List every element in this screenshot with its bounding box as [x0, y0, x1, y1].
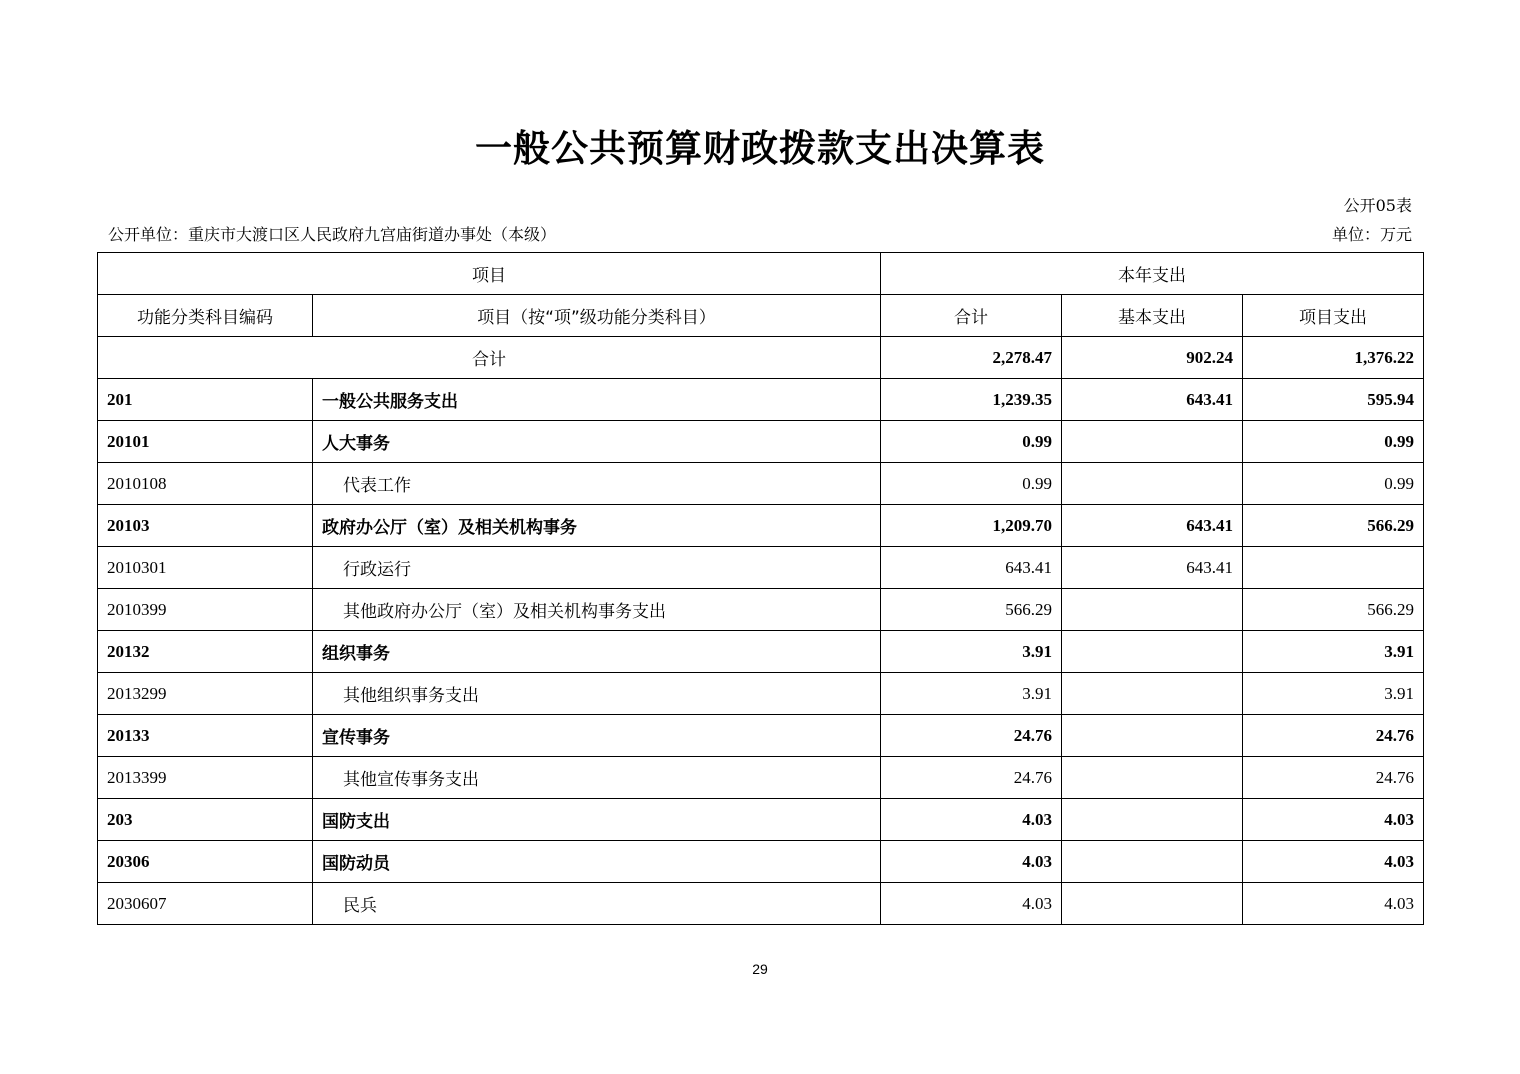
page-number: 29 — [752, 961, 768, 977]
header-row-1 — [98, 253, 1424, 295]
form-number: 公开05表 — [1343, 196, 1412, 215]
total-label: 合计 — [98, 337, 881, 379]
total-project: 1,376.22 — [1243, 337, 1424, 379]
row-total: 4.03 — [881, 841, 1062, 883]
row-name: 政府办公厅（室）及相关机构事务 — [313, 505, 881, 547]
table-row — [98, 715, 1424, 757]
total-basic: 902.24 — [1062, 337, 1243, 379]
row-total: 3.91 — [881, 631, 1062, 673]
row-basic — [1062, 463, 1243, 505]
row-basic — [1062, 673, 1243, 715]
row-basic: 643.41 — [1062, 379, 1243, 421]
row-total: 4.03 — [881, 799, 1062, 841]
row-code: 2013299 — [98, 673, 313, 715]
header-row-2 — [98, 295, 1424, 337]
row-basic: 643.41 — [1062, 547, 1243, 589]
row-name: 其他政府办公厅（室）及相关机构事务支出 — [313, 589, 881, 631]
row-total: 0.99 — [881, 463, 1062, 505]
row-basic — [1062, 631, 1243, 673]
row-name: 行政运行 — [313, 547, 881, 589]
row-code: 2030607 — [98, 883, 313, 925]
row-code: 2010301 — [98, 547, 313, 589]
row-code: 2013399 — [98, 757, 313, 799]
row-name: 国防支出 — [313, 799, 881, 841]
row-basic — [1062, 589, 1243, 631]
table-row — [98, 421, 1424, 463]
total-row — [98, 337, 1424, 379]
header-current-year: 本年支出 — [881, 253, 1424, 295]
row-project: 24.76 — [1243, 757, 1424, 799]
page-title: 一般公共预算财政拨款支出决算表 — [475, 127, 1045, 170]
row-name: 一般公共服务支出 — [313, 379, 881, 421]
row-basic — [1062, 715, 1243, 757]
table-row — [98, 505, 1424, 547]
table-row — [98, 631, 1424, 673]
row-name: 代表工作 — [313, 463, 881, 505]
table-row — [98, 673, 1424, 715]
reporting-unit: 公开单位：重庆市大渡口区人民政府九宫庙街道办事处（本级） — [108, 225, 557, 244]
table-row — [98, 547, 1424, 589]
row-basic — [1062, 841, 1243, 883]
row-basic — [1062, 421, 1243, 463]
row-total: 566.29 — [881, 589, 1062, 631]
row-project: 566.29 — [1243, 589, 1424, 631]
row-name: 人大事务 — [313, 421, 881, 463]
row-project: 24.76 — [1243, 715, 1424, 757]
row-name: 宣传事务 — [313, 715, 881, 757]
row-code: 20103 — [98, 505, 313, 547]
row-project: 595.94 — [1243, 379, 1424, 421]
row-basic — [1062, 883, 1243, 925]
header-item: 项目 — [98, 253, 881, 295]
total-total: 2,278.47 — [881, 337, 1062, 379]
header-name: 项目（按“项”级功能分类科目） — [313, 295, 881, 337]
row-total: 1,209.70 — [881, 505, 1062, 547]
row-name: 组织事务 — [313, 631, 881, 673]
header-code: 功能分类科目编码 — [98, 295, 313, 337]
row-name: 国防动员 — [313, 841, 881, 883]
row-project: 0.99 — [1243, 421, 1424, 463]
row-code: 203 — [98, 799, 313, 841]
row-total: 24.76 — [881, 715, 1062, 757]
row-total: 24.76 — [881, 757, 1062, 799]
row-code: 201 — [98, 379, 313, 421]
row-total: 0.99 — [881, 421, 1062, 463]
header-project: 项目支出 — [1243, 295, 1424, 337]
row-total: 3.91 — [881, 673, 1062, 715]
header-total: 合计 — [881, 295, 1062, 337]
row-project: 4.03 — [1243, 841, 1424, 883]
row-project: 4.03 — [1243, 883, 1424, 925]
currency-unit: 单位：万元 — [1331, 225, 1412, 244]
table-row — [98, 379, 1424, 421]
row-project: 0.99 — [1243, 463, 1424, 505]
row-basic — [1062, 757, 1243, 799]
table-row — [98, 883, 1424, 925]
table-row — [98, 463, 1424, 505]
table-row — [98, 757, 1424, 799]
row-basic — [1062, 799, 1243, 841]
row-project: 566.29 — [1243, 505, 1424, 547]
header-basic: 基本支出 — [1062, 295, 1243, 337]
row-name: 其他宣传事务支出 — [313, 757, 881, 799]
row-code: 2010399 — [98, 589, 313, 631]
budget-table — [97, 252, 1424, 925]
table-row — [98, 799, 1424, 841]
row-project: 4.03 — [1243, 799, 1424, 841]
table-row — [98, 589, 1424, 631]
row-code: 20101 — [98, 421, 313, 463]
row-code: 20306 — [98, 841, 313, 883]
row-name: 民兵 — [313, 883, 881, 925]
row-total: 4.03 — [881, 883, 1062, 925]
row-code: 20132 — [98, 631, 313, 673]
row-total: 643.41 — [881, 547, 1062, 589]
row-project — [1243, 547, 1424, 589]
row-code: 2010108 — [98, 463, 313, 505]
row-code: 20133 — [98, 715, 313, 757]
row-total: 1,239.35 — [881, 379, 1062, 421]
row-project: 3.91 — [1243, 673, 1424, 715]
table-row — [98, 841, 1424, 883]
row-basic: 643.41 — [1062, 505, 1243, 547]
row-project: 3.91 — [1243, 631, 1424, 673]
row-name: 其他组织事务支出 — [313, 673, 881, 715]
